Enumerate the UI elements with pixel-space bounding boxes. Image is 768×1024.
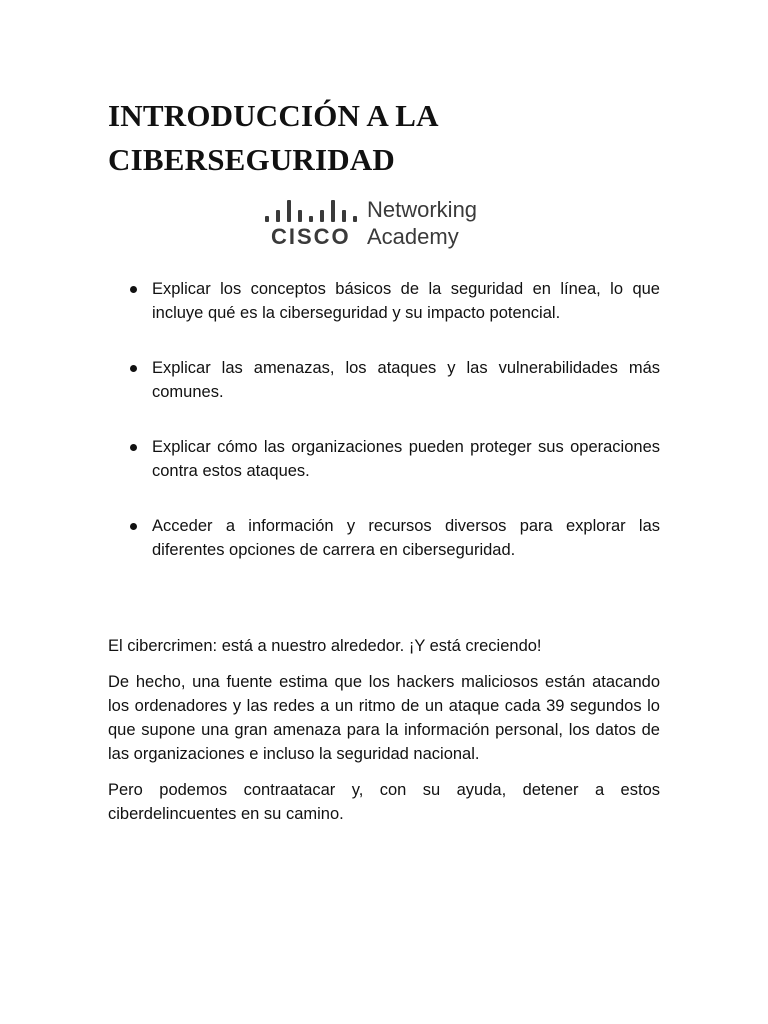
paragraph: Pero podemos contraatacar y, con su ayuda, detener a estos ciberdelincuentes en su camino.: [108, 781, 660, 823]
paragraph: El cibercrimen: está a nuestro alrededor. ¡Y está creciendo!: [108, 637, 542, 655]
page-title: INTRODUCCIÓN A LA CIBERSEGURIDAD: [108, 98, 437, 177]
list-item: Explicar los conceptos básicos de la seguridad en línea, lo que incluye qué es la ciberseguridad y su impacto potencial.: [108, 277, 660, 325]
paragraph: De hecho, una fuente estima que los hackers maliciosos están atacando los ordenadores y las redes a un ritmo de un ataque cada 39 segundos lo que supone una gran amenaza para la información personal, los datos de las organizaciones e incluso la seguridad nacional.: [108, 673, 660, 763]
logo-brand: CISCO: [271, 224, 351, 249]
body-text: [108, 634, 660, 838]
logo-line2: Academy: [367, 224, 459, 249]
cisco-networking-academy-logo: [265, 196, 495, 252]
objectives-list: [108, 277, 660, 593]
list-item: Explicar las amenazas, los ataques y las vulnerabilidades más comunes.: [108, 356, 660, 404]
list-item: Explicar cómo las organizaciones pueden proteger sus operaciones contra estos ataques.: [108, 435, 660, 483]
cisco-bars-icon: [265, 200, 355, 222]
list-item: Acceder a información y recursos diversos para explorar las diferentes opciones de carrera en ciberseguridad.: [108, 514, 660, 562]
logo-line1: Networking: [367, 197, 478, 222]
